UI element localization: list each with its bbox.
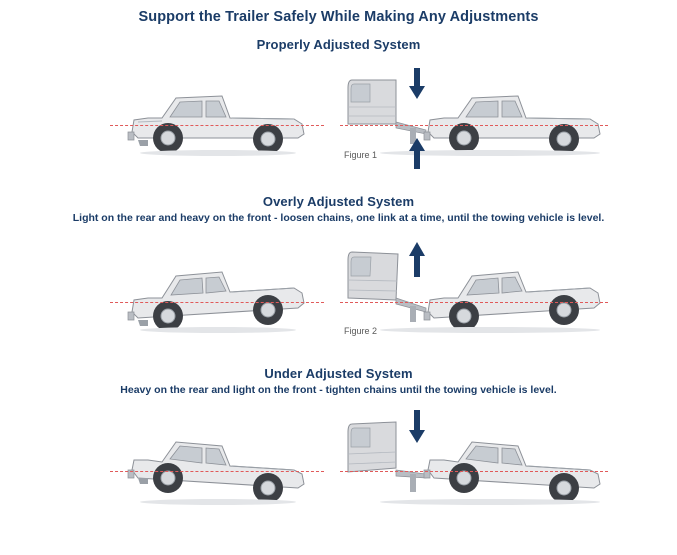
level-reference-line: [110, 302, 324, 303]
figure-label-1: Figure 1: [344, 150, 378, 160]
travel-trailer-and-truck-icon: [340, 238, 610, 356]
section-1-left-illustration: [118, 62, 318, 180]
section-3-heading: Under Adjusted System: [264, 366, 413, 381]
travel-trailer-and-truck-icon: [340, 62, 610, 180]
section-2-subtitle: Light on the rear and heavy on the front - loosen chains, one link at a time, until the towing vehicle is level.: [72, 212, 605, 224]
arrow-down-icon: [408, 68, 426, 100]
section-3-left-illustration: [118, 408, 318, 526]
arrow-up-icon: [408, 138, 426, 170]
level-reference-line: [340, 125, 608, 126]
section-1-right-illustration: [340, 62, 610, 180]
figure-label-2: Figure 2: [344, 326, 378, 336]
section-3-right-illustration: [340, 408, 610, 526]
diagram-page: [0, 9, 677, 555]
level-reference-line: [110, 125, 324, 126]
section-2-right-illustration: [340, 238, 610, 356]
section-3-scene: [0, 408, 677, 526]
travel-trailer-and-truck-icon: [340, 408, 610, 526]
pickup-truck-icon: [118, 62, 318, 180]
page-title: Support the Trailer Safely While Making Any Adjustments: [138, 9, 539, 25]
section-2-left-illustration: [118, 238, 318, 356]
section-overly-adjusted: [0, 194, 677, 356]
arrow-up-icon: [408, 242, 426, 278]
section-2-scene: [0, 238, 677, 356]
pickup-truck-icon: [118, 238, 318, 356]
section-1-scene: [0, 62, 677, 180]
level-reference-line: [340, 302, 608, 303]
section-under-adjusted: [0, 366, 677, 526]
section-1-heading: Properly Adjusted System: [256, 37, 421, 52]
arrow-down-icon: [408, 410, 426, 444]
pickup-truck-icon: [118, 408, 318, 526]
section-3-subtitle: Heavy on the rear and light on the front - tighten chains until the towing vehicle is level.: [120, 384, 557, 396]
section-properly-adjusted: [0, 37, 677, 180]
section-2-heading: Overly Adjusted System: [262, 194, 415, 209]
level-reference-line: [110, 471, 324, 472]
level-reference-line: [340, 471, 608, 472]
